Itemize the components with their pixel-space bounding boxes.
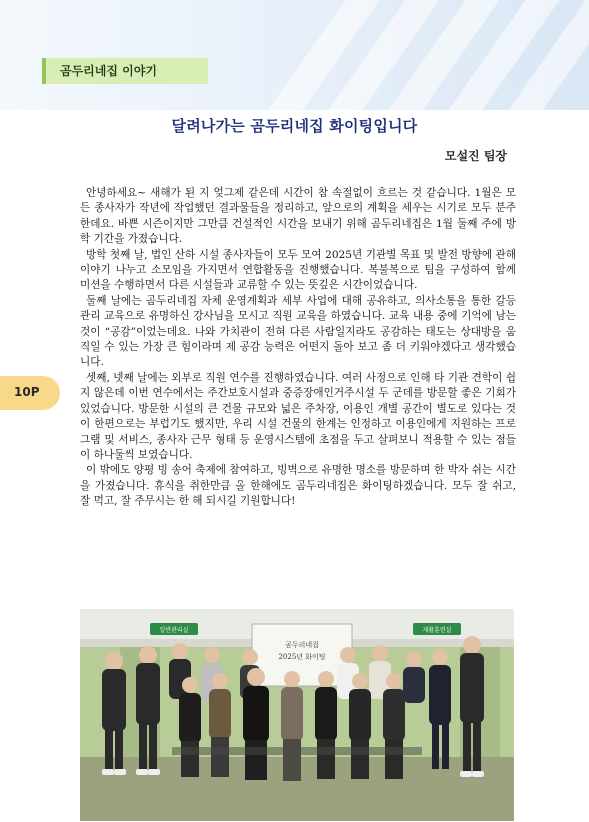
paragraph-4: 셋째, 넷째 날에는 외부로 직원 연수를 진행하였습니다. 여러 사정으로 인해 타 기관 견학이 쉽지 않은데 이번 연수에서는 주간보호시설과 중증장애인거주시설 두 군데를 방문할 좋은 기회가 있었습니다. 방문한 시설의 큰 건물 규모와 넓은 주차장, 이용인 개별 공간이 별도로 있다는 것이 한편으로는 부럽기도 했지만, 우리 시설 건물의 한계는 인정하고 이용인에게 지원하는 프로그램 및 서비스, 종사자 근무 형태 등 운영시스템에 초점을 두고 살펴보니 적용할 수 있는 점들이 하나둘씩 보였습니다. xyxy=(80,371,516,461)
paragraph-3: 둘째 날에는 곰두리네집 자체 운영계획과 세부 사업에 대해 공유하고, 의사소통을 통한 갈등 관리 교육으로 유명하신 강사님을 모시고 직원 교육을 하였습니다. 교육 내용 중에 기억에 남는 것이 “공감”이었는데요. 나와 가치관이 전혀 다른 사람일지라도 공감하는 태도는 상대방을 움직일 수 있는 가장 큰 힘이라며 제 공감 능력은 어떤지 돌아 보고 좀 더 키워야겠다고 생각했습니다. xyxy=(80,294,516,369)
article-title: 달려나가는 곰두리네집 화이팅입니다 xyxy=(171,117,418,135)
group-photo xyxy=(80,609,514,821)
section-tab xyxy=(42,58,208,84)
paragraph-1: 안녕하세요~ 새해가 된 지 엊그제 같은데 시간이 참 속절없이 흐르는 것 같습니다. 1월은 모든 종사자가 작년에 작업했던 결과물들을 정리하고, 앞으로의 계획을 세우는 시기로 모두 분주한데요. 바쁜 시즌이지만 그만큼 건설적인 시간을 보내기 위해 곰두리네집은 1월 둘째 주에 방학 기간을 가졌습니다. xyxy=(80,187,516,246)
section-label: 곰두리네집 이야기 xyxy=(60,64,157,78)
sign-right: 재활훈련실 xyxy=(422,627,452,634)
banner-line-2: 2025년 화이팅 xyxy=(278,653,326,661)
paragraph-2: 방학 첫째 날, 법인 산하 시설 종사자들이 모두 모여 2025년 기관별 목표 및 발전 방향에 관해 이야기 나누고 소모임을 가지면서 연합활동을 진행했습니다. 복불복으로 팀을 구성하여 함께 미션을 수행하면서 다른 시설들과 교류할 수 있는 뜻깊은 시간이었습니다. xyxy=(80,248,516,292)
page-number: 10P xyxy=(14,385,40,399)
banner-line-1: 곰두리네집 xyxy=(285,641,319,649)
article-author: 모설진 팀장 xyxy=(444,149,507,163)
article-body xyxy=(80,186,516,510)
page-number-badge xyxy=(0,376,60,410)
sign-left: 일반관리실 xyxy=(159,627,189,634)
paragraph-5: 이 밖에도 양평 빙 송어 축제에 참여하고, 빙벽으로 유명한 명소를 방문하며 한 박자 쉬는 시간을 가졌습니다. 휴식을 취한만큼 올 한해에도 곰두리네집은 화이팅하겠습니다. 모두 잘 쉬고, 잘 먹고, 잘 주무시는 한 해 되시길 기원합니다! xyxy=(80,464,516,508)
header-band xyxy=(0,0,589,110)
